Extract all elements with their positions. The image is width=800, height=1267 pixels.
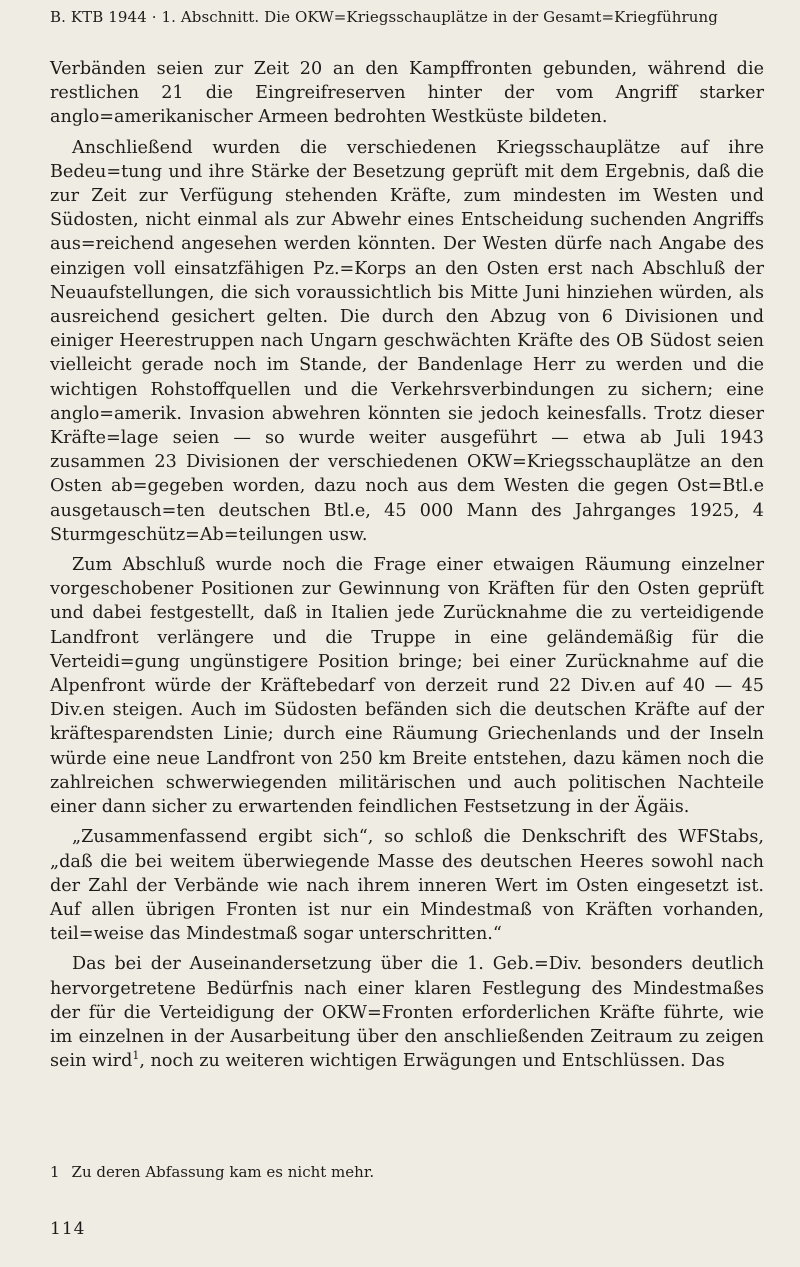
footnote-reference[interactable]: 1: [132, 1049, 140, 1063]
running-head: B. KTB 1944 · 1. Abschnitt. Die OKW=Kriegsschauplätze in der Gesamt=Kriegführung: [50, 8, 718, 26]
main-text: [50, 57, 764, 1079]
footnote: [50, 1163, 764, 1181]
paragraph-5-text-b: , noch zu weiteren wichtigen Erwägungen und Entschlüssen. Das: [139, 1051, 725, 1072]
footnote-number: 1: [50, 1163, 60, 1181]
footnote-text: Zu deren Abfassung kam es nicht mehr.: [71, 1163, 375, 1181]
paragraph-4: „Zusammenfassend ergibt sich“, so schloß die Denkschrift des WFStabs, „daß die bei weitem überwiegende Masse des deutschen Heeres sowohl nach der Zahl der Verbände wie nach ihrem inneren Wert im Osten eingesetzt ist. Auf allen übrigen Fronten ist nur ein Mindestmaß von Kräften vorhanden, teil=weise das Mindestmaß sogar unterschritten.“: [50, 827, 764, 945]
paragraph-3: Zum Abschluß wurde noch die Frage einer etwaigen Räumung einzelner vorgeschobener Positionen zur Gewinnung von Kräften für den Osten geprüft und dabei festgestellt, daß in Italien jede Zurücknahme die zu verteidigende Landfront verlängere und die Truppe in eine geländemäßig für die Verteidi=gung ungünstigere Position bringe; bei einer Zurücknahme auf die Alpenfront würde der Kräftebedarf von derzeit rund 22 Div.en auf 40 — 45 Div.en steigen. Auch im Südosten befänden sich die deutschen Kräfte auf der kräftesparendsten Linie; durch eine Räumung Griechenlands und der Inseln würde eine neue Landfront von 250 km Breite entstehen, dazu kämen noch die zahlreichen schwerwiegenden militärischen und auch politischen Nachteile einer dann sicher zu erwartenden feindlichen Festsetzung in der Ägäis.: [50, 555, 764, 818]
page-number: 114: [50, 1219, 86, 1239]
paragraph-5-text-a: Das bei der Auseinandersetzung über die 1. Geb.=Div. besonders deutlich hervorgetretene Bedürfnis nach einer klaren Festlegung des Mindestmaßes der für die Verteidigung der OKW=Fronten erforderlichen Kräfte führte, wie im einzelnen in der Ausarbeitung über den anschließenden Zeitraum zu zeigen sein wird: [50, 954, 764, 1072]
paragraph-5: [50, 952, 764, 1073]
paragraph-2: Anschließend wurden die verschiedenen Kriegsschauplätze auf ihre Bedeu=tung und ihre Stärke der Besetzung geprüft mit dem Ergebnis, daß die zur Zeit zur Verfügung stehenden Kräfte, zum mindesten im Westen und Südosten, nicht einmal als zur Abwehr eines Entscheidung suchenden Angriffs aus=reichend angesehen werden könnten. Der Westen dürfe nach Angabe des einzigen voll einsatzfähigen Pz.=Korps an den Osten erst nach Abschluß der Neuaufstellungen, die sich voraussichtlich bis Mitte Juni hinziehen würden, als ausreichend gesichert gelten. Die durch den Abzug von 6 Divisionen und einiger Heerestruppen nach Ungarn geschwächten Kräfte des OB Südost seien vielleicht gerade noch im Stande, der Bandenlage Herr zu werden und die wichtigen Rohstoffquellen und die Verkehrsverbindungen zu sichern; eine anglo=amerik. Invasion abwehren könnten sie jedoch keinesfalls. Trotz dieser Kräfte=lage seien — so wurde weiter ausgeführt — etwa ab Juli 1943 zusammen 23 Divisionen der verschiedenen OKW=Kriegsschauplätze an den Osten ab=gegeben worden, dazu noch aus dem Westen die gegen Ost=Btl.e ausgetausch=ten deutschen Btl.e, 45 000 Mann des Jahrganges 1925, 4 Sturmgeschütz=Ab=teilungen usw.: [50, 137, 764, 545]
paragraph-1: Verbänden seien zur Zeit 20 an den Kampffronten gebunden, während die restlichen 21 die Eingreifreserven hinter der vom Angriff starker anglo=amerikanischer Armeen bedrohten Westküste bildeten.: [50, 59, 764, 128]
